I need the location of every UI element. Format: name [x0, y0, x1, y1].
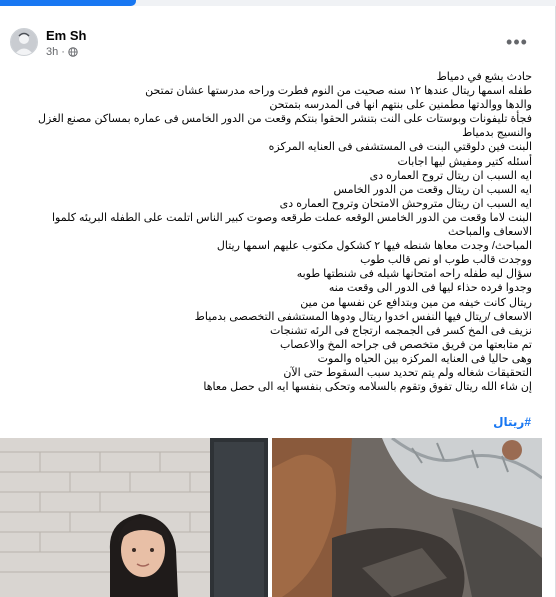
post-line: الاسعاف /ريتال فيها النفس اخدوا ريتال ودوها المستشفى التخصصى بدمياط [194, 310, 532, 323]
post-line: حادث بشع في دمياط [436, 71, 532, 83]
post-line: ايه السبب ان ريتال تروح العماره دى [369, 169, 532, 182]
post-line: سؤال ليه طفله راحه امتحانها شيله فى شنطتها طوبه [296, 268, 532, 281]
post-line: البنت فين دلوقتي البنت فى المستشفى فى العنايه المركزه [268, 141, 532, 154]
globe-icon [68, 47, 78, 57]
post-line: أسئله كتير ومفيش ليها اجابات [397, 155, 532, 168]
post-line: البنت لاما وقعت من الدور الخامس الوقعه عملت طرقعه وصوت كبير الناس اتلمت على الطفله البريئه كلموا الاسعاف والمباحث [51, 211, 532, 239]
post-photo-left[interactable] [0, 438, 268, 597]
post-line: تم متابعتها من فريق متخصص فى جراحه المخ والاعصاب [279, 338, 532, 351]
post-author[interactable]: Em Sh [46, 28, 87, 43]
post-photo-right[interactable] [272, 438, 542, 597]
post-line: والدها ووالدتها مطمنين على بنتهم انها فى المدرسه بتمتحن [269, 99, 532, 112]
post-line: ووجدت قالب طوب او نص قالب طوب [360, 254, 532, 267]
post-line: طفله اسمها ريتال عندها ١٢ سنه صحيت من النوم فطرت وراحه مدرستها عشان تمتحن [145, 85, 532, 98]
post-line: فجأة تليفونات وبوستات على النت بتنشر الحقوا بنتكم وقعت من الدور الخامس فى عماره بمساكن مصنع الغزل والنسيج بدمياط [38, 113, 532, 140]
post-header [0, 6, 556, 62]
post-line: وهى حاليا فى العنايه المركزه بين الحياه والموت [317, 352, 532, 365]
avatar[interactable] [10, 28, 38, 56]
post-meta [46, 46, 78, 58]
post-line: ايه السبب ان ريتال وقعت من الدور الخامس [333, 183, 532, 196]
more-options-icon: ••• [506, 32, 528, 52]
meta-separator: · [61, 46, 65, 58]
post-line: ايه السبب ان ريتال متروحش الامتحان وتروح العماره دى [279, 197, 532, 210]
post-line: التحقيقات شغاله ولم يتم تحديد سبب السقوط حتى الآن [283, 366, 532, 379]
post-body [14, 70, 532, 394]
post-line: إن شاء الله ريتال تفوق وتقوم بالسلامه وتحكى بنفسها ايه الى حصل معاها [203, 381, 532, 394]
avatar-image [11, 29, 37, 55]
hashtag-link[interactable]: #ريتال [493, 415, 531, 429]
post-time[interactable]: 3h [46, 46, 59, 58]
post-line: نزيف فى المخ كسر فى الجمجمه ارتجاج فى الرئه تشنجات [270, 324, 532, 337]
more-options-button[interactable] [503, 32, 531, 52]
post-line: ريتال كانت خيفه من مين وبتدافع عن نفسها من مين [300, 296, 532, 309]
photo-scene-image [272, 438, 542, 597]
photo-girl-image [0, 438, 268, 597]
post-line: المباحث/ وجدت معاها شنطه فيها ٢ كشكول مكتوب عليهم اسمها ريتال [216, 240, 532, 253]
post-line: وجدوا فرده حذاء ليها فى الدور الى وقعت منه [328, 282, 532, 295]
